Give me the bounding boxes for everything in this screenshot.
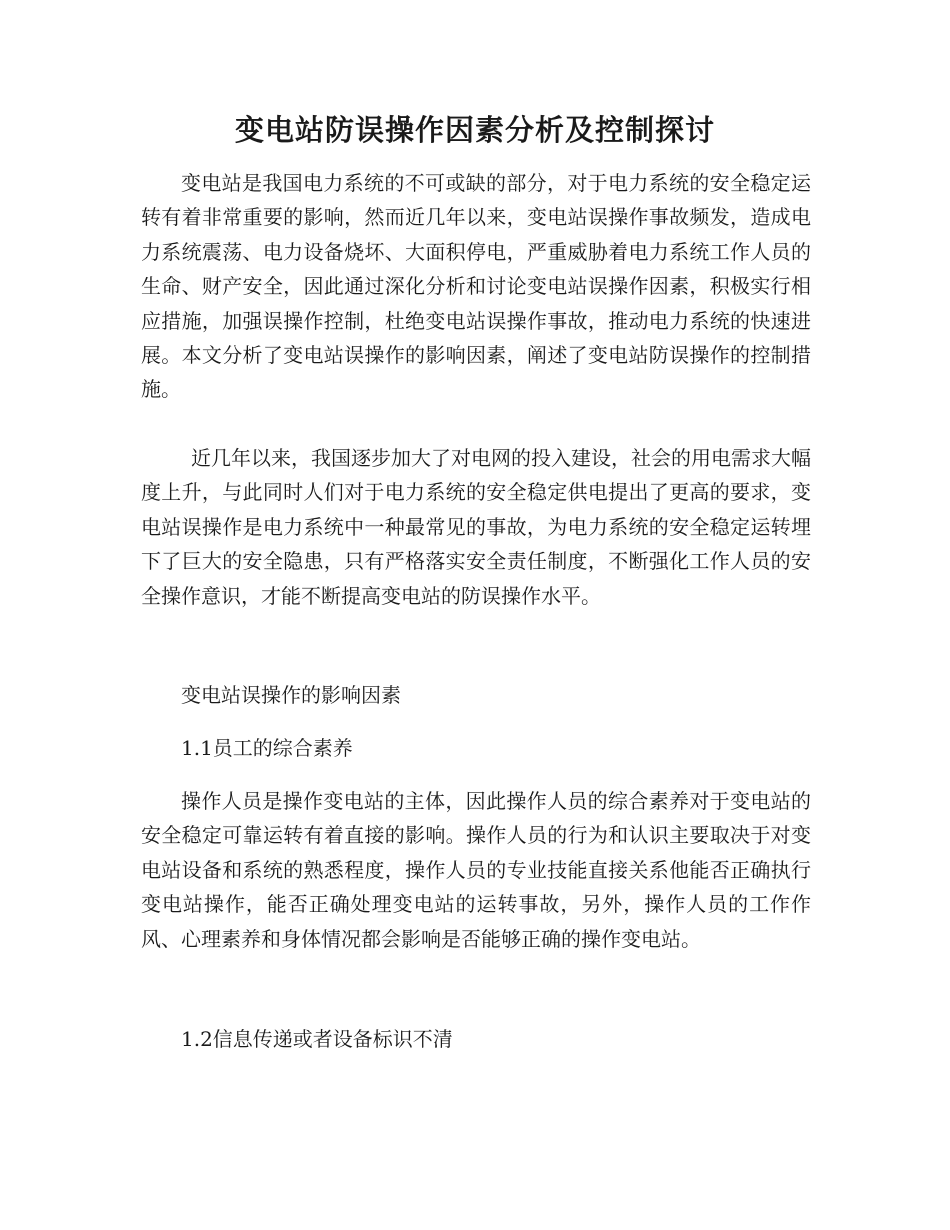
background-paragraph: 近几年以来，我国逐步加大了对电网的投入建设，社会的用电需求大幅度上升，与此同时人们对于电力系统的安全稳定供电提出了更高的要求，变电站误操作是电力系统中一种最常见的事故，为电力系统的安全稳定运转埋下了巨大的安全隐患，只有严格落实安全责任制度，不断强化工作人员的安全操作意识，才能不断提高变电站的防误操作水平。 xyxy=(141,446,811,608)
subsection-heading-1-2: 1.2信息传递或者设备标识不清 xyxy=(181,1027,453,1051)
section-heading: 变电站误操作的影响因素 xyxy=(181,683,401,707)
intro-paragraph: 变电站是我国电力系统的不可或缺的部分，对于电力系统的安全稳定运转有着非常重要的影响，然而近几年以来，变电站误操作事故频发，造成电力系统震荡、电力设备烧坏、大面积停电，严重威胁着电力系统工作人员的生命、财产安全，因此通过深化分析和讨论变电站误操作因素，积极实行相应措施，加强误操作控制，杜绝变电站误操作事故，推动电力系统的快速进展。本文分析了变电站误操作的影响因素，阐述了变电站防误操作的控制措施。 xyxy=(141,171,811,402)
subsection-heading-1-1: 1.1员工的综合素养 xyxy=(181,736,353,760)
staff-quality-paragraph: 操作人员是操作变电站的主体，因此操作人员的综合素养对于变电站的安全稳定可靠运转有着直接的影响。操作人员的行为和认识主要取决于对变电站设备和系统的熟悉程度，操作人员的专业技能直接关系他能否正确执行变电站操作，能否正确处理变电站的运转事故，另外，操作人员的工作作风、心理素养和身体情况都会影响是否能够正确的操作变电站。 xyxy=(141,789,811,951)
document-title: 变电站防误操作因素分析及控制探讨 xyxy=(234,113,715,147)
